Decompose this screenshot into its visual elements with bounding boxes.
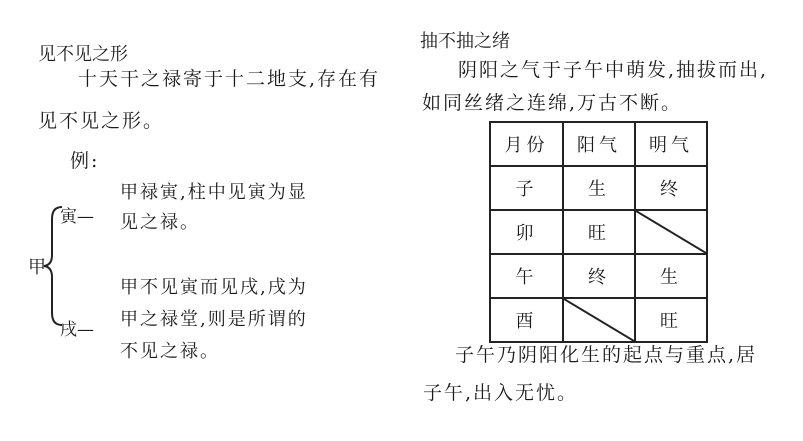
table-header-row: [490, 122, 707, 166]
right-paragraph-line-1: 阴阳之气于子午中萌发,抽拔而出,: [458, 59, 769, 81]
closing-paragraph-line-1: 子午乃阴阳化生的起点与重点,居: [455, 344, 758, 366]
right-paragraph-line-2: 如同丝绪之连绵,万古不断。: [422, 92, 683, 114]
table-cell: 旺: [635, 298, 707, 342]
table-header-cell: 阳气: [563, 122, 635, 166]
left-paragraph-line-2: 见不见之形。: [38, 110, 165, 132]
table-cell: 终: [635, 166, 707, 210]
table-cell: 酉: [490, 298, 563, 342]
table-row: [490, 166, 707, 210]
table-cell-diagonal: [635, 210, 707, 254]
example-label: 例:: [70, 150, 100, 172]
table-cell-diagonal: [563, 298, 635, 342]
table-cell: 终: [563, 254, 635, 298]
table-cell: 卯: [490, 210, 563, 254]
closing-paragraph-line-2: 子午,出入无忧。: [423, 382, 579, 404]
xu-description: 甲不见寅而见戌,戌为甲之禄堂,则是所谓的不见之禄。: [120, 277, 308, 362]
table-header-cell: 明气: [635, 122, 707, 166]
branch-label-yin: 寅—: [60, 207, 94, 227]
table-row: [490, 254, 707, 298]
left-section-title: 见不见之形: [38, 44, 128, 65]
diagonal-line-icon: [564, 299, 634, 341]
table-header-cell: 月份: [490, 122, 563, 166]
table-cell: 旺: [563, 210, 635, 254]
table-row: [490, 298, 707, 342]
stem-label: 甲: [28, 257, 46, 278]
table-cell: 午: [490, 254, 563, 298]
branch-label-xu: 戌—: [60, 320, 94, 340]
phase-table: [489, 121, 708, 343]
table-row: [490, 210, 707, 254]
table-cell: 子: [490, 166, 563, 210]
table-cell: 生: [563, 166, 635, 210]
yin-description: 甲禄寅,柱中见寅为显见之禄。: [120, 182, 308, 233]
table-cell: 生: [635, 254, 707, 298]
left-paragraph-line-1: 十天干之禄寄于十二地支,存在有: [78, 68, 381, 90]
right-section-title: 抽不抽之绪: [420, 31, 510, 52]
diagonal-line-icon: [636, 211, 706, 253]
